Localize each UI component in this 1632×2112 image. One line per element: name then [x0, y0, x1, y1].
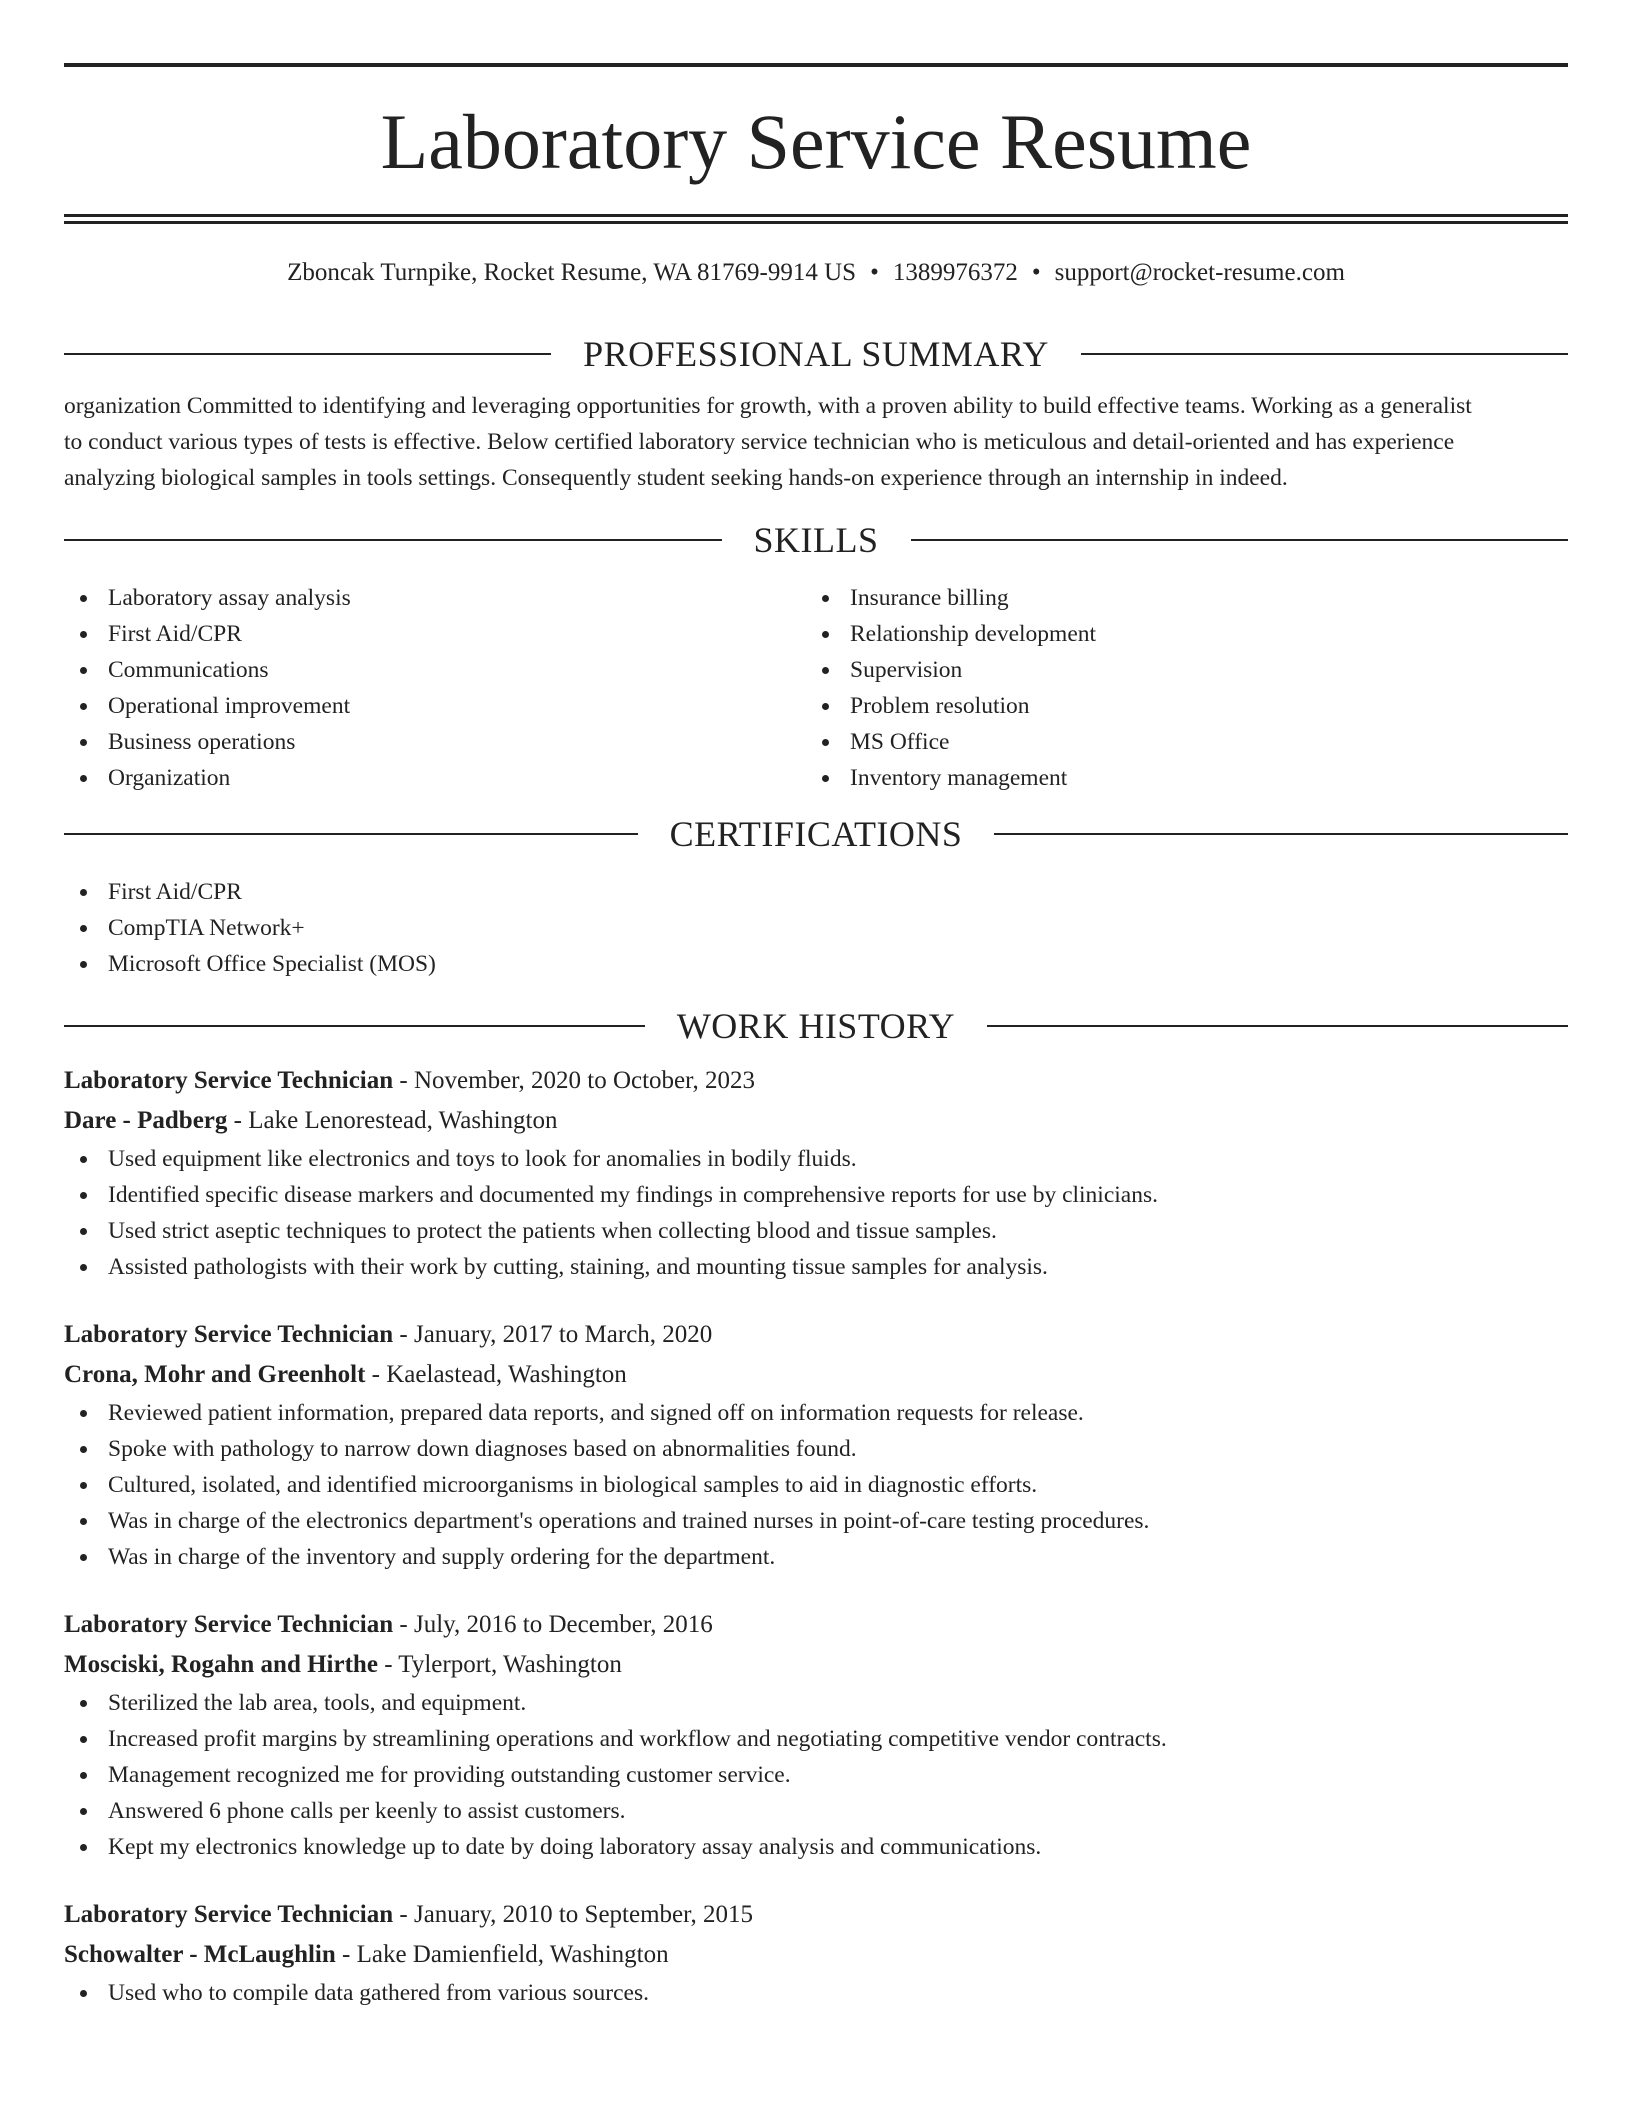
job-title: Laboratory Service Technician — [64, 1067, 394, 1094]
skill-item: Problem resolution — [806, 688, 1548, 724]
job-entry — [64, 1605, 1568, 1865]
resume-title: Laboratory Service Resume — [380, 98, 1252, 185]
summary-line: to conduct various types of tests is effective. Below certified laboratory service technician who is meticulous and detail-oriented and has experience — [64, 429, 1455, 455]
job-title-line — [64, 1061, 1568, 1101]
job-bullet: Identified specific disease markers and documented my findings in comprehensive reports for use by clinicians. — [64, 1177, 1568, 1213]
heading-rule — [64, 1025, 645, 1027]
skill-item: Relationship development — [806, 616, 1548, 652]
contact-line — [64, 258, 1568, 288]
job-company: Mosciski, Rogahn and Hirthe — [64, 1651, 378, 1678]
skill-item: MS Office — [806, 724, 1548, 760]
contact-separator: • — [1031, 259, 1041, 286]
heading-rule — [64, 539, 722, 541]
job-location: - Kaelastead, Washington — [365, 1361, 627, 1388]
skill-item: Organization — [64, 760, 806, 796]
contact-address: Zboncak Turnpike, Rocket Resume, WA 81769-9914 US — [287, 259, 857, 286]
job-bullet: Cultured, isolated, and identified microorganisms in biological samples to aid in diagnostic efforts. — [64, 1467, 1568, 1503]
certifications-list — [64, 874, 1568, 982]
job-dates: - November, 2020 to October, 2023 — [393, 1067, 755, 1094]
contact-phone: 1389976372 — [892, 259, 1018, 286]
section-heading-label: PROFESSIONAL SUMMARY — [583, 334, 1049, 374]
section-heading-label: SKILLS — [753, 520, 879, 560]
section-heading-work-history — [64, 1006, 1568, 1046]
job-dates: - January, 2017 to March, 2020 — [393, 1321, 713, 1348]
job-title-line — [64, 1605, 1568, 1645]
job-title-line — [64, 1895, 1568, 1935]
resume-page — [64, 0, 1568, 2011]
job-company: Dare - Padberg — [64, 1107, 228, 1134]
job-bullet: Management recognized me for providing outstanding customer service. — [64, 1757, 1568, 1793]
title-double-rule — [64, 214, 1568, 224]
skills-column-right — [806, 580, 1548, 796]
heading-rule — [994, 833, 1568, 835]
job-entry — [64, 1895, 1568, 2011]
section-heading-skills — [64, 520, 1568, 560]
job-bullet: Was in charge of the electronics department's operations and trained nurses in point-of-care testing procedures. — [64, 1503, 1568, 1539]
job-bullet: Used strict aseptic techniques to protect the patients when collecting blood and tissue samples. — [64, 1213, 1568, 1249]
job-company-line — [64, 1101, 1568, 1141]
job-bullet: Answered 6 phone calls per keenly to assist customers. — [64, 1793, 1568, 1829]
skill-item: First Aid/CPR — [64, 616, 806, 652]
job-company: Crona, Mohr and Greenholt — [64, 1361, 366, 1388]
top-rule — [64, 63, 1568, 67]
summary-line: organization Committed to identifying and leveraging opportunities for growth, with a proven ability to build effective teams. Working as a generalist — [64, 393, 1472, 419]
summary-text — [64, 388, 1568, 496]
job-bullet: Assisted pathologists with their work by cutting, staining, and mounting tissue samples for analysis. — [64, 1249, 1568, 1285]
job-bullets — [64, 1685, 1568, 1865]
job-bullets — [64, 1141, 1568, 1285]
section-heading-label: WORK HISTORY — [676, 1006, 956, 1046]
job-bullet: Used who to compile data gathered from various sources. — [64, 1975, 1568, 2011]
job-dates: - January, 2010 to September, 2015 — [393, 1901, 753, 1928]
skill-item: Operational improvement — [64, 688, 806, 724]
section-heading-summary — [64, 334, 1568, 374]
contact-separator: • — [870, 259, 879, 286]
skill-item: Inventory management — [806, 760, 1548, 796]
job-bullet: Spoke with pathology to narrow down diagnoses based on abnormalities found. — [64, 1431, 1568, 1467]
job-bullet: Sterilized the lab area, tools, and equipment. — [64, 1685, 1568, 1721]
job-dates: - July, 2016 to December, 2016 — [393, 1611, 713, 1638]
job-bullet: Used equipment like electronics and toys to look for anomalies in bodily fluids. — [64, 1141, 1568, 1177]
job-bullet: Increased profit margins by streamlining operations and workflow and negotiating competitive vendor contracts. — [64, 1721, 1568, 1757]
skills-list — [64, 580, 1568, 796]
heading-rule — [911, 539, 1569, 541]
job-title: Laboratory Service Technician — [64, 1611, 394, 1638]
job-company: Schowalter - McLaughlin — [64, 1941, 336, 1968]
skill-item: Communications — [64, 652, 806, 688]
section-heading-certifications — [64, 814, 1568, 854]
heading-rule — [64, 833, 638, 835]
job-company-line — [64, 1935, 1568, 1975]
job-location: - Tylerport, Washington — [377, 1651, 622, 1678]
skill-item: Business operations — [64, 724, 806, 760]
skill-item: Insurance billing — [806, 580, 1548, 616]
heading-rule — [987, 1025, 1568, 1027]
skills-column-left — [64, 580, 806, 796]
summary-line: analyzing biological samples in tools settings. Consequently student seeking hands-on experience through an internship in indeed. — [64, 465, 1288, 491]
job-bullets — [64, 1975, 1568, 2011]
section-heading-label: CERTIFICATIONS — [669, 814, 963, 854]
heading-rule — [1081, 353, 1568, 355]
job-bullet: Was in charge of the inventory and supply ordering for the department. — [64, 1539, 1568, 1575]
heading-rule — [64, 353, 551, 355]
job-location: - Lake Damienfield, Washington — [335, 1941, 669, 1968]
job-title-line — [64, 1315, 1568, 1355]
job-title: Laboratory Service Technician — [64, 1321, 394, 1348]
skill-item: Laboratory assay analysis — [64, 580, 806, 616]
job-bullet: Reviewed patient information, prepared data reports, and signed off on information requests for release. — [64, 1395, 1568, 1431]
certification-item: CompTIA Network+ — [64, 910, 1568, 946]
job-location: - Lake Lenorestead, Washington — [227, 1107, 558, 1134]
certification-item: First Aid/CPR — [64, 874, 1568, 910]
contact-email[interactable]: support@rocket-resume.com — [1054, 259, 1345, 286]
job-company-line — [64, 1355, 1568, 1395]
skill-item: Supervision — [806, 652, 1548, 688]
job-entry — [64, 1315, 1568, 1575]
job-entry — [64, 1061, 1568, 1285]
certification-item: Microsoft Office Specialist (MOS) — [64, 946, 1568, 982]
job-bullets — [64, 1395, 1568, 1575]
job-bullet: Kept my electronics knowledge up to date by doing laboratory assay analysis and communications. — [64, 1829, 1568, 1865]
job-title: Laboratory Service Technician — [64, 1901, 394, 1928]
job-company-line — [64, 1645, 1568, 1685]
